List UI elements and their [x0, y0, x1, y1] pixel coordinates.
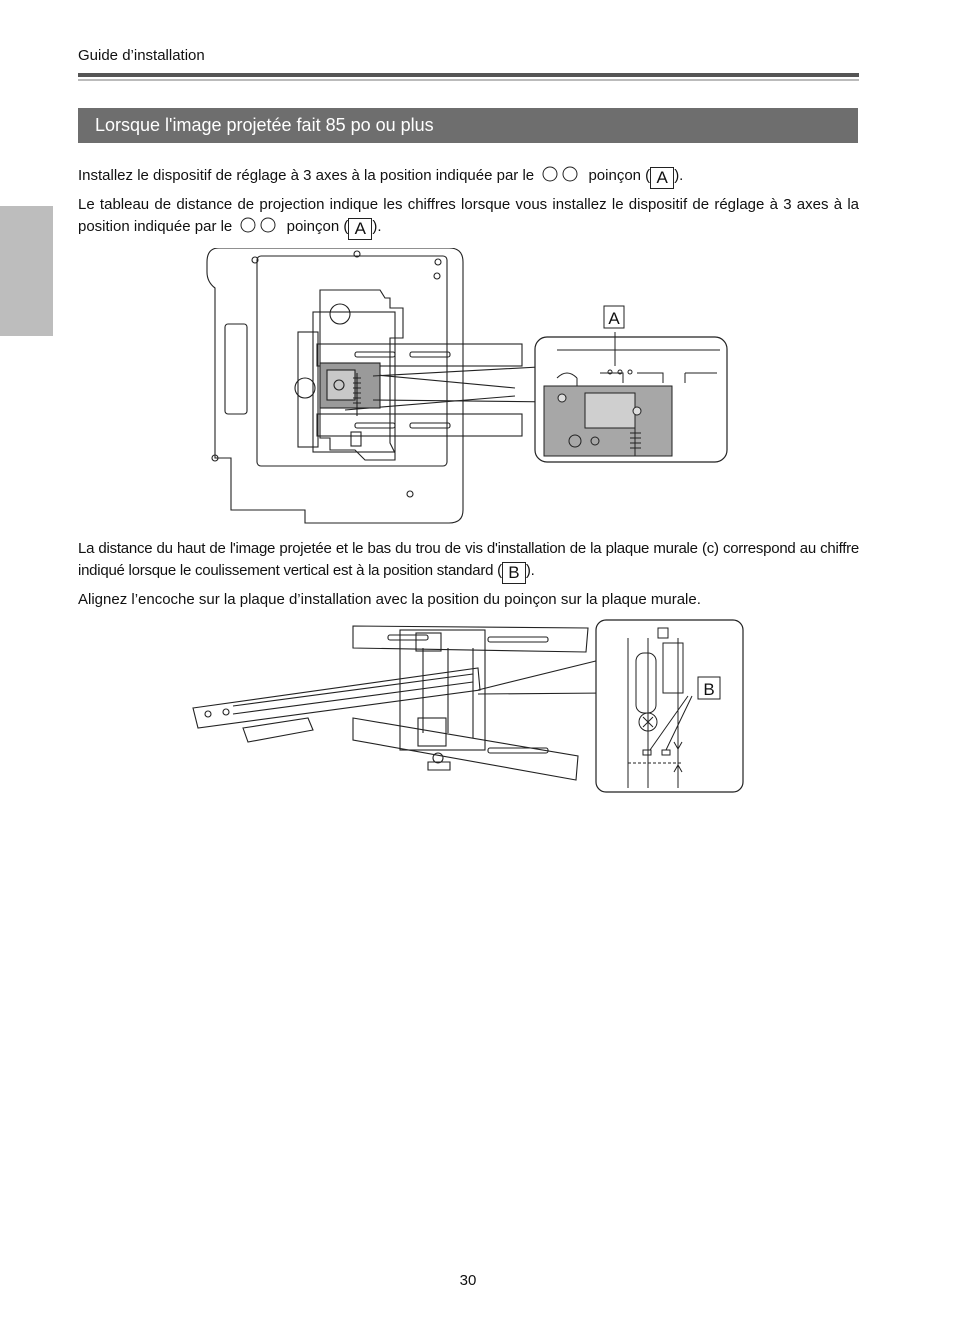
- figure-2-callout-b: B: [703, 680, 715, 699]
- figure-3-axis-adjuster: [205, 248, 730, 526]
- callout-b-marker: B: [502, 562, 526, 584]
- side-tab: [0, 206, 53, 336]
- callout-a-marker: A: [348, 218, 372, 240]
- paragraph-2-text: Le tableau de distance de projection indique les chiffres lorsque vous installez le dispositif de réglage à 3 axes à la position indiquée par le: [78, 196, 859, 235]
- paragraph-4: Alignez l’encoche sur la plaque d’installation avec la position du poinçon sur la plaque murale.: [78, 591, 701, 608]
- paragraph-2-end: ).: [372, 218, 382, 235]
- running-header: Guide d’installation: [78, 47, 205, 64]
- paragraph-1-end: ).: [674, 167, 684, 184]
- double-circle-punch-icon: [540, 166, 582, 182]
- detail-inset-a: [535, 306, 727, 462]
- paragraph-1-text: Installez le dispositif de réglage à 3 axes à la position indiquée par le: [78, 167, 535, 184]
- figure-vertical-slide: [188, 618, 748, 798]
- double-circle-punch-icon: [238, 217, 280, 233]
- figure-1-callout-a: A: [608, 309, 620, 328]
- page-number: 30: [459, 1272, 477, 1289]
- paragraph-3-end: ).: [525, 562, 535, 579]
- paragraph-2-punch-label: poinçon (: [286, 218, 349, 235]
- paragraph-1: [78, 165, 859, 189]
- detail-inset-b: [596, 620, 743, 792]
- paragraph-3: [78, 538, 859, 584]
- paragraph-1-punch-label: poinçon (: [588, 167, 651, 184]
- header-rule-light: [78, 79, 859, 81]
- paragraph-3-text: La distance du haut de l'image projetée et le bas du trou de vis d'installation de la plaque murale (c) correspond au chiffre indiqué lorsque le coulissement vertical est à la position standard (: [78, 540, 859, 579]
- header-rule: [78, 73, 859, 77]
- callout-a-marker: A: [650, 167, 674, 189]
- section-title: Lorsque l'image projetée fait 85 po ou plus: [78, 108, 858, 143]
- paragraph-2: [78, 194, 859, 240]
